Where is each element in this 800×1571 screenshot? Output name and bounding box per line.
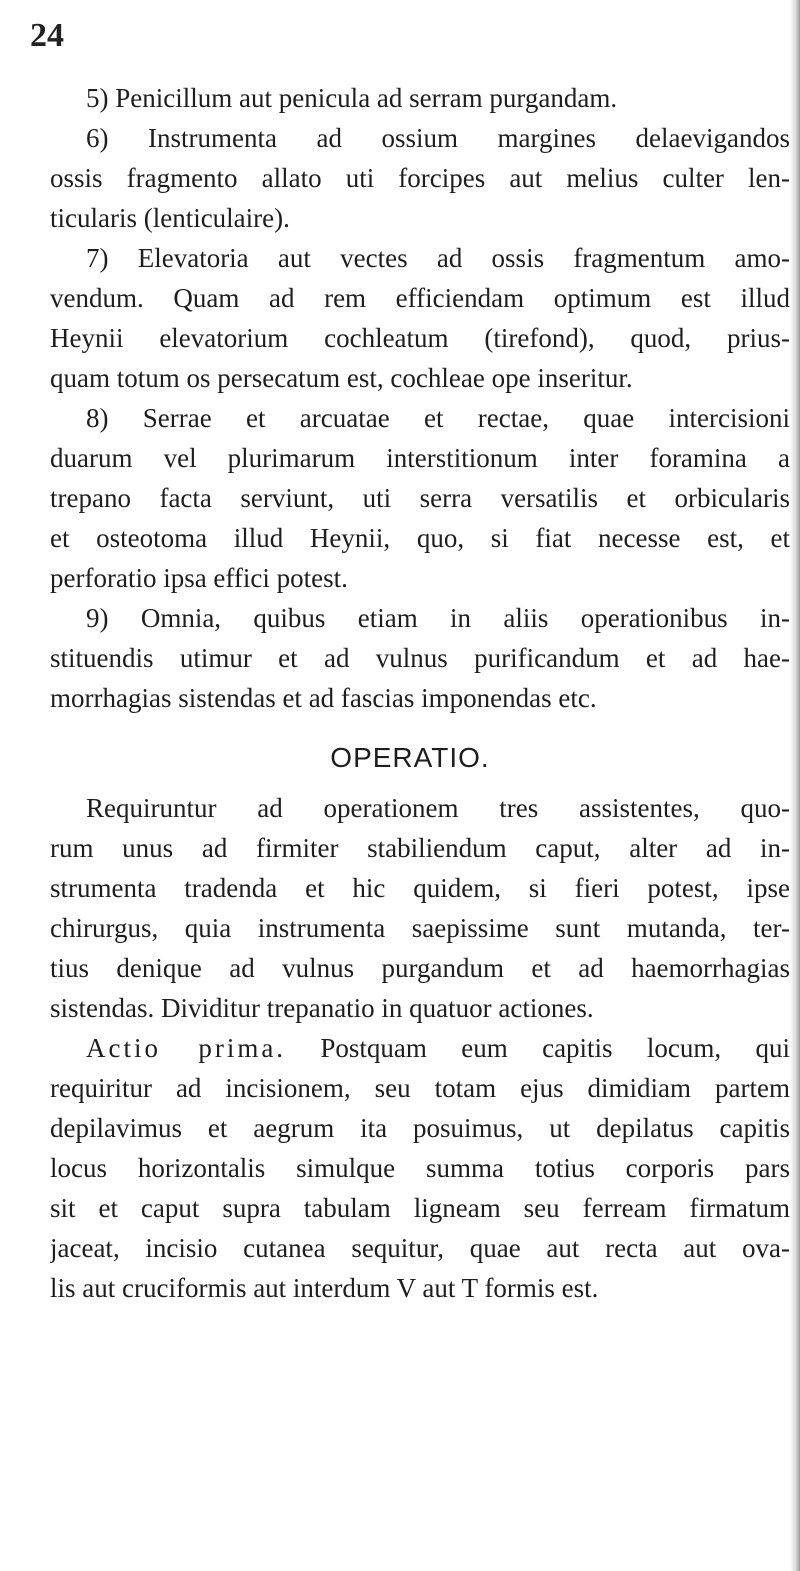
item-9-line: 9) Omnia, quibus etiam in aliis operationibus in- — [86, 603, 790, 633]
item-5-line: 5) Penicillum aut penicula ad serram purgandam. — [86, 83, 618, 113]
item-7-line: Heynii elevatorium cochleatum (tirefond), quod, prius- — [50, 323, 790, 353]
item-7-line: quam totum os persecatum est, cochleae ope inseritur. — [50, 363, 633, 393]
actio-prima-line: lis aut cruciformis aut interdum V aut T formis est. — [50, 1273, 599, 1303]
item-6-line: 6) Instrumenta ad ossium margines delaevigandos — [86, 123, 790, 153]
requiruntur-line: chirurgus, quia instrumenta saepissime sunt mutanda, ter- — [50, 913, 790, 943]
item-9-line: morrhagias sistendas et ad fascias imponendas etc. — [50, 683, 597, 713]
actio-prima-line — [50, 1028, 790, 1068]
actio-prima-line-text: Postquam eum capitis locum, qui — [286, 1033, 790, 1063]
item-8-line: trepano facta serviunt, uti serra versatilis et orbicularis — [50, 483, 790, 513]
item-8-line: 8) Serrae et arcuatae et rectae, quae intercisioni — [86, 403, 790, 433]
requiruntur-line: tius denique ad vulnus purgandum et ad haemorrhagias — [50, 953, 790, 983]
requiruntur-line: rum unus ad firmiter stabiliendum caput, alter ad in- — [50, 833, 790, 863]
item-6-line: ticularis (lenticulaire). — [50, 203, 290, 233]
item-7-line: 7) Elevatoria aut vectes ad ossis fragmentum amo- — [86, 243, 790, 273]
item-8-line: et osteotoma illud Heynii, quo, si fiat necesse est, et — [50, 523, 790, 553]
requiruntur-line: sistendas. Dividitur trepanatio in quatuor actiones. — [50, 993, 594, 1023]
actio-prima-line: jaceat, incisio cutanea sequitur, quae aut recta aut ova- — [50, 1233, 790, 1263]
actio-prima-line: depilavimus et aegrum ita posuimus, ut depilatus capitis — [50, 1113, 790, 1143]
item-7-line: vendum. Quam ad rem efficiendam optimum est illud — [50, 283, 790, 313]
section-heading: OPERATIO. — [330, 742, 490, 773]
page-number: 24 — [30, 17, 64, 54]
actio-prima-line: locus horizontalis simulque summa totius corporis pars — [50, 1153, 790, 1183]
item-8-line: perforatio ipsa effici potest. — [50, 563, 348, 593]
item-9-line: stituendis utimur et ad vulnus purificandum et ad hae- — [50, 643, 790, 673]
item-6-line: ossis fragmento allato uti forcipes aut melius culter len- — [50, 163, 790, 193]
actio-prima-lead: Actio prima. — [86, 1033, 287, 1063]
page-edge-shadow — [790, 0, 800, 1571]
page-body — [50, 78, 790, 1308]
item-8-line: duarum vel plurimarum interstitionum inter foramina a — [50, 443, 790, 473]
actio-prima-line: requiritur ad incisionem, seu totam ejus dimidiam partem — [50, 1073, 790, 1103]
requiruntur-line: strumenta tradenda et hic quidem, si fieri potest, ipse — [50, 873, 790, 903]
actio-prima-line: sit et caput supra tabulam ligneam seu ferream firmatum — [50, 1193, 790, 1223]
requiruntur-line: Requiruntur ad operationem tres assistentes, quo- — [86, 793, 790, 823]
